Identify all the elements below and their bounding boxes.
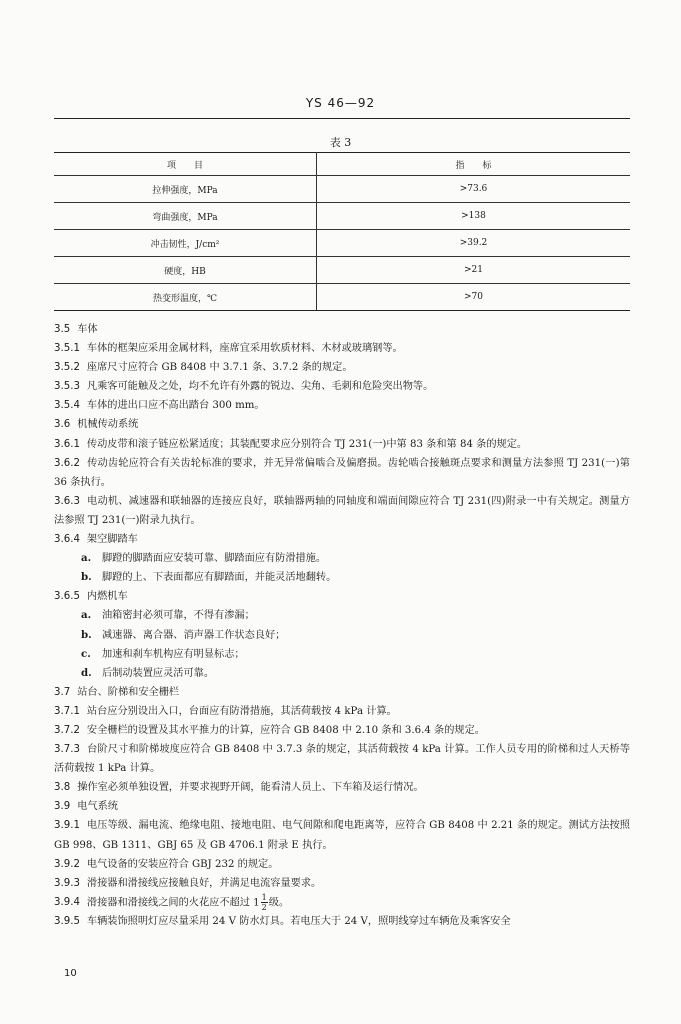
header-rule xyxy=(54,118,630,119)
list-item-label: b. xyxy=(81,628,92,641)
fraction-denominator: 2 xyxy=(261,902,267,912)
table-header-row xyxy=(54,153,630,176)
table-cell-value: >73.6 xyxy=(317,176,631,203)
clause-text: 架空脚踏车 xyxy=(86,534,138,546)
clause-number: 3.9.4 xyxy=(54,897,80,909)
clause xyxy=(54,893,630,913)
clause-number: 3.6.2 xyxy=(54,457,80,469)
table-cell-value: >70 xyxy=(317,284,631,311)
section-number: 3.5 xyxy=(54,324,71,335)
table-cell-value: >39.2 xyxy=(317,230,631,257)
section-number: 3.6 xyxy=(54,419,71,431)
section-number: 3.7 xyxy=(54,686,71,698)
table-row xyxy=(54,284,630,311)
table-row xyxy=(54,230,630,257)
clause-text: 电动机、减速器和联轴器的连接应良好，联轴器两轴的同轴度和端面间隙应符合 TJ 231(四)附录一中有关规定。测量方法参照 TJ 231(一)附录九执行。 xyxy=(54,495,630,526)
clause-number: 3.5.3 xyxy=(54,381,80,393)
clause-text-after: 级。 xyxy=(268,897,290,909)
table-cell-item: 拉伸强度，MPa xyxy=(54,176,317,203)
clause xyxy=(54,339,630,358)
table-row xyxy=(54,257,630,284)
clause-text: 安全栅栏的设置及其水平推力的计算，应符合 GB 8408 中 2.10 条和 3.6.4 条的规定。 xyxy=(86,724,485,736)
list-item-text: 加速和刹车机构应有明显标志； xyxy=(102,648,245,660)
section-number: 3.9 xyxy=(54,801,71,813)
list-item-label: b. xyxy=(81,571,92,584)
table-cell-value: >138 xyxy=(317,203,631,230)
list-item xyxy=(54,568,630,587)
clause-text: 传动皮带和滚子链应松紧适度；其装配要求应分别符合 TJ 231(一)中第 83 条和第 84 条的规定。 xyxy=(86,438,528,450)
list-item xyxy=(54,664,630,683)
clause-number: 3.5.4 xyxy=(54,400,80,412)
clause xyxy=(54,855,630,874)
table-row xyxy=(54,176,630,203)
clause-text: 滑接器和滑接线之间的火花应不超过 1 xyxy=(86,897,260,909)
clause-text: 电压等级、漏电流、绝缘电阻、接地电阻、电气间隙和爬电距离等，应符合 GB 8408 中 2.21 条的规定。测试方法按照 GB 998、GB 1311、GBJ 65 及 GB 4706.1 附录 E 执行。 xyxy=(54,820,630,851)
clause xyxy=(54,587,630,606)
list-item-text: 油箱密封必须可靠，不得有渗漏； xyxy=(102,610,255,622)
section-heading xyxy=(54,320,630,339)
clause-number: 3.7.3 xyxy=(54,744,80,756)
list-item xyxy=(54,626,630,645)
clause-number: 3.6.5 xyxy=(54,591,80,603)
clause xyxy=(54,377,630,396)
clause-text: 传动齿轮应符合有关齿轮标准的要求，并无异常偏啮合及偏磨损。齿轮啮合接触斑点要求和测量方法参照 TJ 231(一)第 36 条执行。 xyxy=(54,457,630,488)
clause xyxy=(54,912,630,931)
table-cell-item: 弯曲强度，MPa xyxy=(54,203,317,230)
section-heading xyxy=(54,415,630,434)
clause-text: 内燃机车 xyxy=(86,591,128,603)
clause-text: 车体的进出口应不高出踏台 300 mm。 xyxy=(86,400,265,412)
clause xyxy=(54,358,630,377)
list-item-text: 减速器、离合器、消声器工作状态良好； xyxy=(102,629,286,641)
clause-number: 3.9.3 xyxy=(54,877,80,889)
list-item-label: a. xyxy=(81,609,92,622)
clause xyxy=(54,721,630,740)
clause-number: 3.6.4 xyxy=(54,534,80,546)
table-row xyxy=(54,203,630,230)
list-item-label: a. xyxy=(81,552,92,565)
section-text: 电气系统 xyxy=(77,801,118,813)
clause-text: 座席尺寸应符合 GB 8408 中 3.7.1 条、3.7.2 条的规定。 xyxy=(86,362,353,374)
list-item xyxy=(54,645,630,664)
clause-text: 站台应分别设出入口，台面应有防滑措施，其活荷载按 4 kPa 计算。 xyxy=(86,705,397,717)
list-item xyxy=(54,549,630,568)
clause-number: 3.6.1 xyxy=(54,438,80,450)
clause-number: 3.7.1 xyxy=(54,705,80,717)
clause-text: 车体的框架应采用金属材料，座席宜采用软质材料、木材或玻璃钢等。 xyxy=(86,343,403,355)
clause xyxy=(54,454,630,492)
column-header-item: 项 目 xyxy=(54,153,317,176)
clause-text: 电气设备的安装应符合 GBJ 232 的规定。 xyxy=(86,858,279,870)
clause-number: 3.5.1 xyxy=(54,343,80,355)
page-number: 10 xyxy=(64,968,77,979)
clause xyxy=(54,740,630,778)
section-heading xyxy=(54,778,630,797)
clause xyxy=(54,492,630,530)
table-cell-item: 冲击韧性，J/cm² xyxy=(54,230,317,257)
clause-number: 3.7.2 xyxy=(54,724,80,736)
section-text: 站台、阶梯和安全栅栏 xyxy=(77,686,180,698)
clause-text: 车辆装饰照明灯应尽量采用 24 V 防水灯具。若电压大于 24 V，照明线穿过车辆危及乘客安全 xyxy=(86,916,511,928)
list-item-label: d. xyxy=(81,666,92,679)
clause-text: 台阶尺寸和阶梯坡度应符合 GB 8408 中 3.7.3 条的规定，其活荷载按 4 kPa 计算。工作人员专用的阶梯和过人天桥等活荷载按 1 kPa 计算。 xyxy=(54,744,630,775)
list-item-text: 后制动装置应灵活可靠。 xyxy=(102,667,215,679)
list-item-text: 脚蹬的脚踏面应安装可靠、脚踏面应有防滑措施。 xyxy=(102,553,327,565)
clause-text: 滑接器和滑接线应接触良好，并满足电流容量要求。 xyxy=(86,877,322,889)
section-text: 车体 xyxy=(77,324,98,335)
clause-number: 3.9.5 xyxy=(54,916,80,928)
section-text: 操作室必须单独设置，并要求视野开阔，能看清人员上、下车箱及运行情况。 xyxy=(77,782,424,794)
list-item xyxy=(54,606,630,625)
clause-text: 凡乘客可能触及之处，均不允许有外露的锐边、尖角、毛刺和危险突出物等。 xyxy=(86,381,434,393)
document-body xyxy=(54,320,630,932)
table-cell-item: 热变形温度，℃ xyxy=(54,284,317,311)
section-number: 3.8 xyxy=(54,782,71,794)
property-table xyxy=(54,152,630,311)
fraction-numerator: 1 xyxy=(261,892,267,902)
clause xyxy=(54,702,630,721)
clause-number: 3.5.2 xyxy=(54,362,80,374)
clause xyxy=(54,396,630,415)
clause xyxy=(54,435,630,454)
table-cell-item: 硬度，HB xyxy=(54,257,317,284)
clause xyxy=(54,530,630,549)
clause xyxy=(54,816,630,854)
fraction xyxy=(261,893,268,912)
section-heading xyxy=(54,683,630,702)
table-cell-value: >21 xyxy=(317,257,631,284)
table-title: 表 3 xyxy=(329,136,352,149)
clause-number: 3.6.3 xyxy=(54,495,80,507)
list-item-label: c. xyxy=(81,647,91,660)
list-item-text: 脚蹬的上、下表面都应有脚踏面，并能灵活地翻转。 xyxy=(102,572,337,584)
section-text: 机械传动系统 xyxy=(77,419,139,431)
clause-number: 3.9.1 xyxy=(54,820,80,832)
clause xyxy=(54,874,630,893)
column-header-value: 指 标 xyxy=(317,153,631,176)
section-heading xyxy=(54,797,630,816)
standard-header: YS 46—92 xyxy=(305,96,376,110)
clause-number: 3.9.2 xyxy=(54,858,80,870)
